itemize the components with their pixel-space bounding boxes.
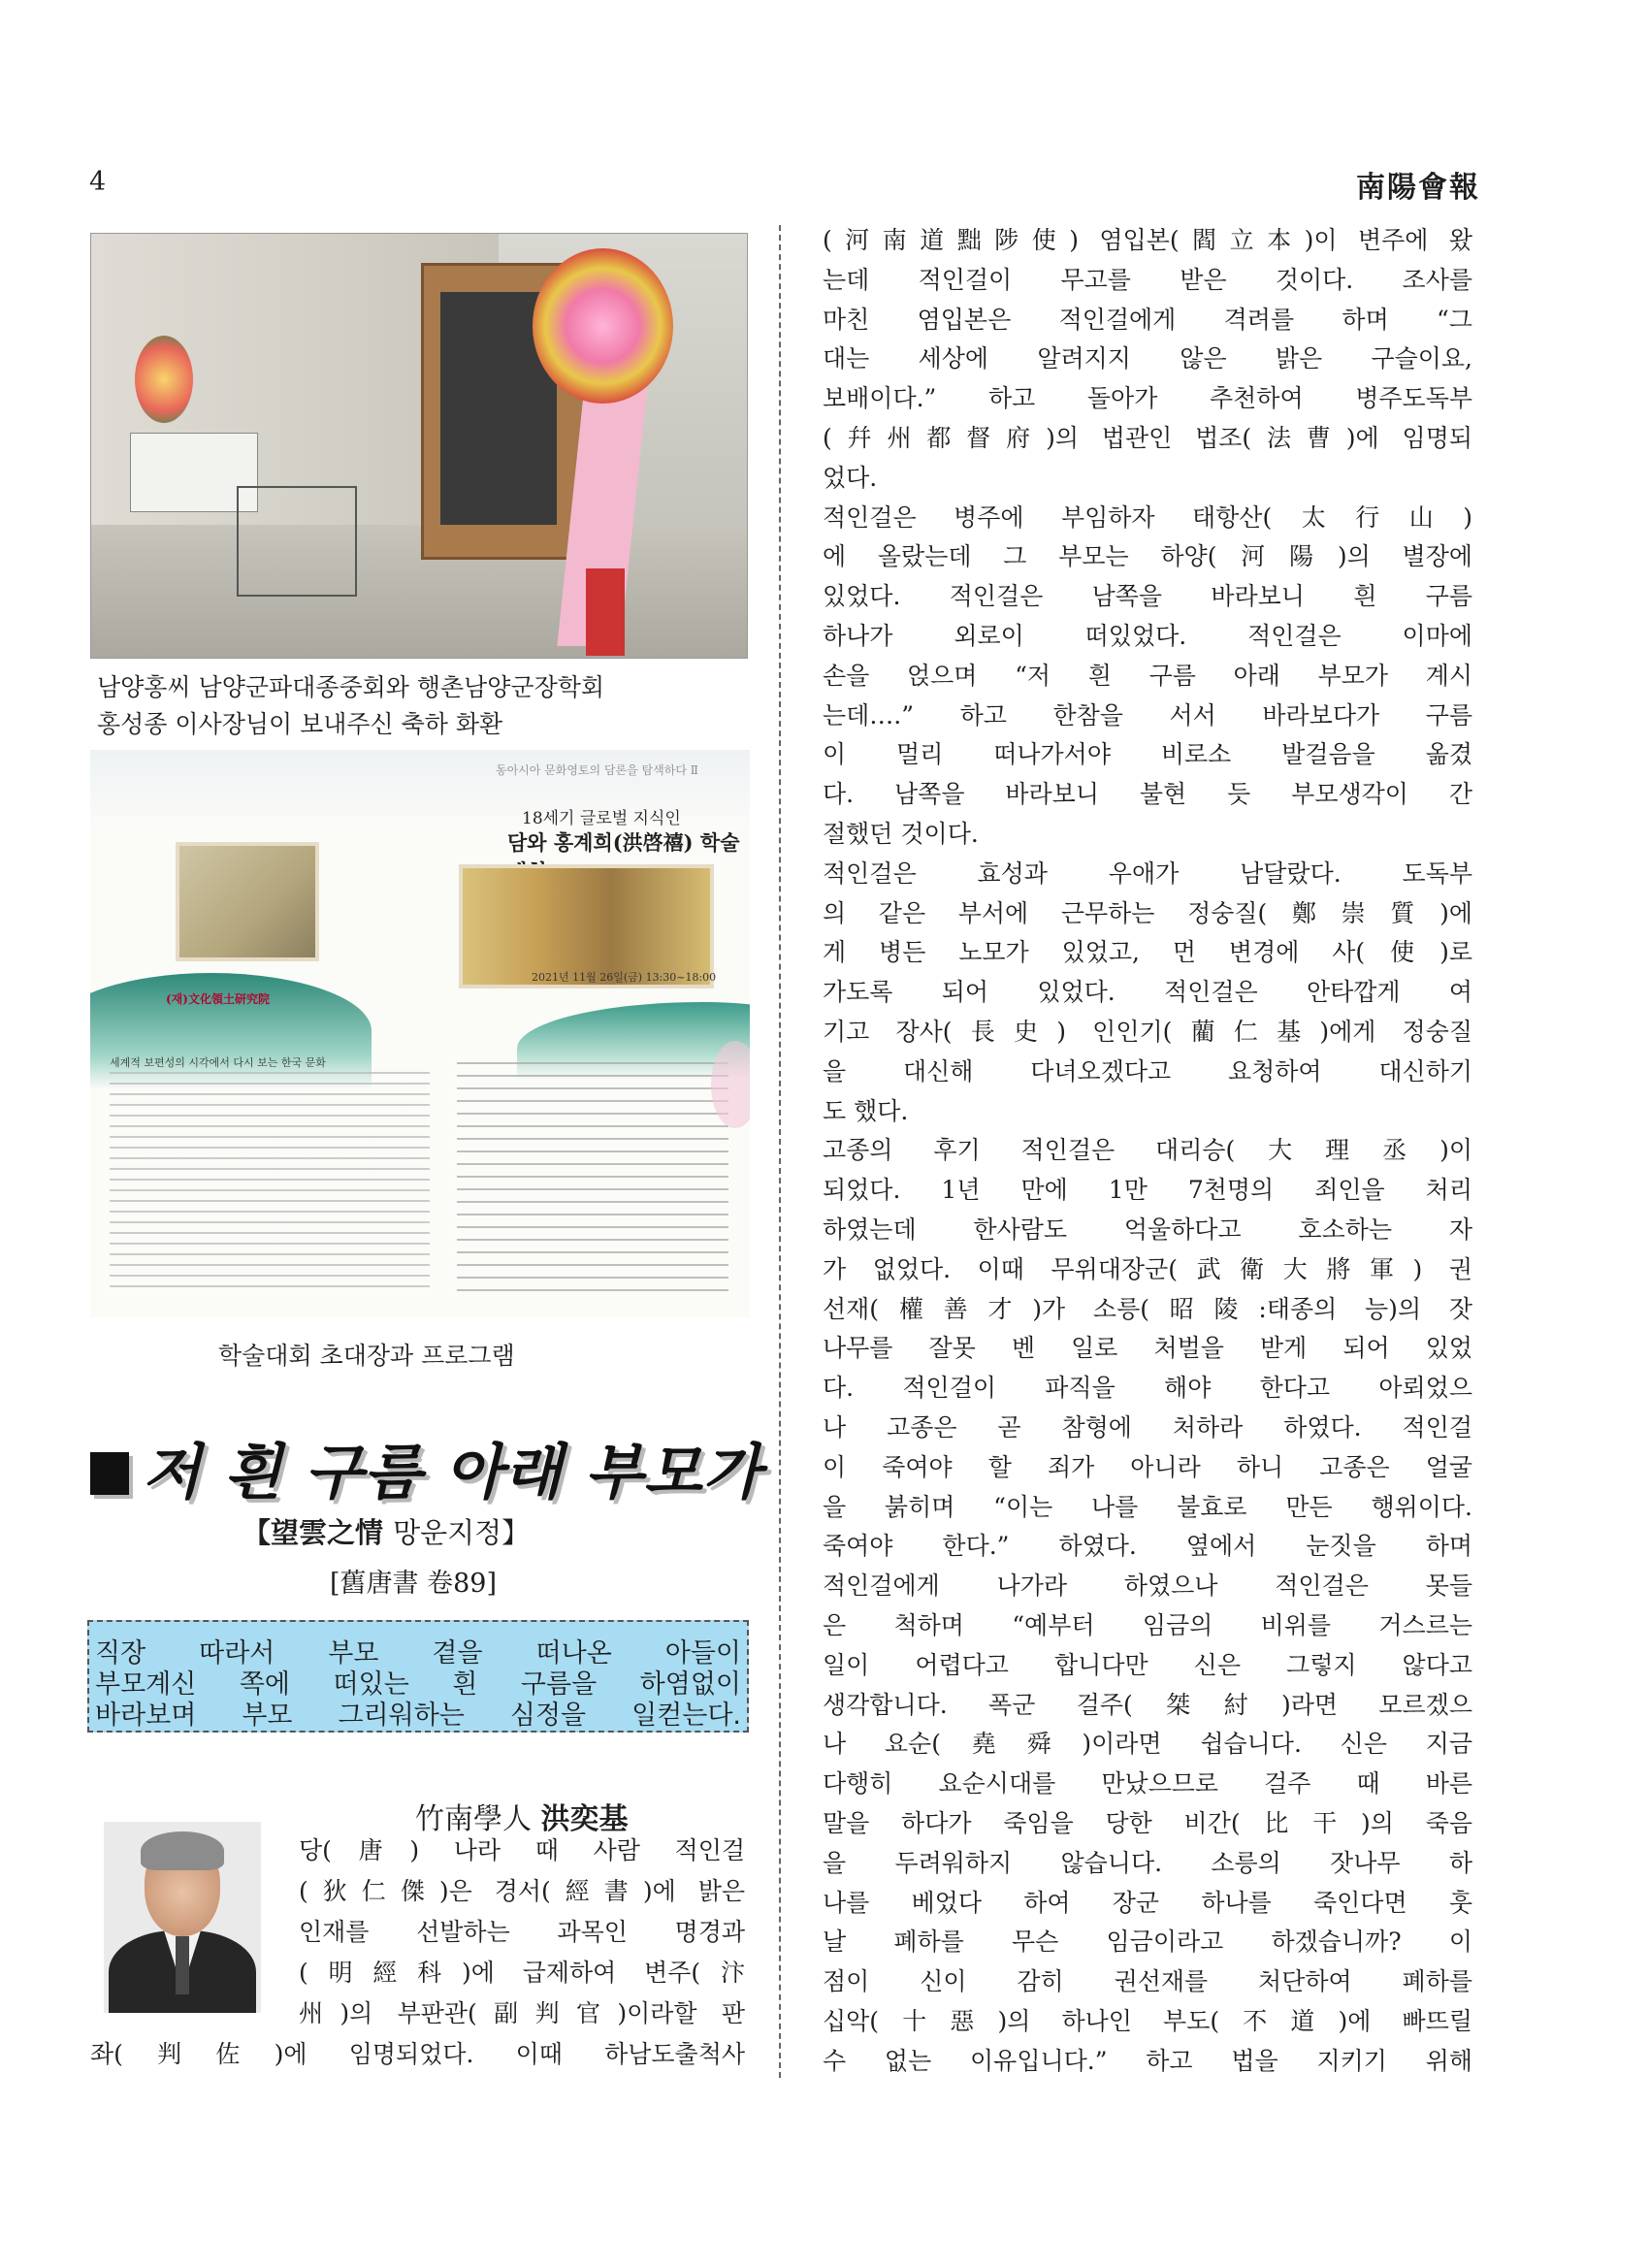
body-line: 이 멀리 떠나가서야 비로소 발걸음을 옮겼 [823, 740, 1472, 769]
page-number: 4 [89, 167, 107, 197]
body-line: 에 올랐는데 그 부모는 하양(河陽)의 별장에 [823, 542, 1472, 571]
body-line: 었다. [823, 463, 878, 492]
body-line: 절했던 것이다. [823, 820, 979, 848]
body-line: 일이 어렵다고 합니다만 신은 그렇지 않다고 [823, 1650, 1472, 1679]
body-line: 적인걸은 효성과 우애가 남달랐다. 도독부 [823, 859, 1472, 888]
body-line: 을 두려워하지 않습니다. 소릉의 잣나무 하 [823, 1848, 1472, 1877]
poster-body-text [110, 1072, 430, 1295]
poster-caption: 학술대회 초대장과 프로그램 [218, 1342, 515, 1370]
article-subtitle [242, 1511, 530, 1551]
author-pen-name: 竹南學人 [415, 1802, 532, 1836]
photo-cart [237, 486, 357, 597]
body-line: 생각합니다. 폭군 걸주(桀紂)라면 모르겠으 [823, 1690, 1472, 1719]
body-line: 은 척하며 “예부터 임금의 비위를 거스르는 [823, 1611, 1472, 1639]
small-wreath [135, 336, 193, 423]
column-divider [779, 225, 781, 2078]
poster-logo: (재)文化領土研究院 [166, 992, 270, 1006]
article-source: [舊唐書 卷89] [330, 1569, 498, 1599]
body-line: 게 병든 노모가 있었고, 먼 변경에 사(使)로 [823, 938, 1472, 967]
body-line: 가 없었다. 이때 무위대장군(武衛大將軍) 권 [823, 1254, 1472, 1283]
wreath-stand [586, 568, 625, 656]
body-line: 을 대신해 다녀오겠다고 요청하여 대신하기 [823, 1056, 1472, 1085]
body-line: 기고 장사(長史) 인인기(藺仁基)에게 정숭질 [823, 1018, 1472, 1046]
poster-tag: 동아시아 문화영토의 담론을 탐색하다 Ⅱ [496, 763, 698, 777]
portrait-tie [176, 1936, 189, 1994]
masthead: 南陽會報 [1356, 171, 1480, 205]
body-line: 선재(權善才)가 소릉(昭陵:태종의 능)의 잣 [823, 1294, 1472, 1323]
body-line: 하나가 외로이 떠있었다. 적인걸은 이마에 [823, 622, 1472, 650]
article-headline [90, 1424, 761, 1510]
poster-title: 담와 홍계희(洪啓禧) 학술 [507, 830, 740, 855]
photo-caption-line: 홍성종 이사장님이 보내주신 축하 화환 [97, 710, 503, 738]
headline-square-icon [90, 1452, 129, 1495]
poster-painting-left [176, 842, 319, 961]
body-line: 적인걸은 병주에 부임하자 태항산(太行山) [823, 502, 1472, 532]
wreath-photo [90, 233, 748, 659]
body-line: 고종의 후기 적인걸은 대리승(大理丞)이 [823, 1136, 1472, 1165]
body-line: (狄仁傑)은 경서(經書)에 밝은 [299, 1877, 745, 1905]
body-line: 당(唐) 나라 때 사람 적인걸 [299, 1836, 745, 1864]
summary-box [87, 1620, 749, 1733]
body-line: 인재를 선발하는 과목인 명경과 [299, 1918, 745, 1946]
body-line: (幷州都督府)의 법관인 법조(法曹)에 임명되 [823, 424, 1472, 452]
body-line: 이 죽여야 할 죄가 아니라 하니 고종은 얼굴 [823, 1452, 1472, 1481]
body-line: 나를 베었다 하여 장군 하나를 죽인다면 훗 [823, 1888, 1472, 1917]
body-line: 수 없는 이유입니다.” 하고 법을 지키기 위해 [823, 2046, 1472, 2075]
body-line: 나 요순(堯舜)이라면 쉽습니다. 신은 지금 [823, 1730, 1472, 1759]
body-line: 좌(判佐)에 임명되었다. 이때 하남도출척사 [90, 2040, 745, 2068]
summary-line: 직장 따라서 부모 곁을 떠나온 아들이 [95, 1638, 741, 1669]
poster-subtitle: 18세기 글로벌 지식인 [522, 809, 681, 828]
body-line: 있었다. 적인걸은 남쪽을 바라보니 흰 구름 [823, 582, 1472, 611]
body-line: 나무를 잘못 벤 일로 처벌을 받게 되어 있었 [823, 1334, 1472, 1363]
subtitle-korean: 망운지정】 [393, 1516, 531, 1549]
body-line: 는데….” 하고 한참을 서서 바라보다가 구름 [823, 700, 1472, 729]
body-line: 의 같은 부서에 근무하는 정숭질(鄭崇質)에 [823, 898, 1472, 927]
wreath-flowers [533, 248, 673, 404]
portrait-hair [141, 1831, 224, 1870]
body-line: 마친 염입본은 적인걸에게 격려를 하며 “그 [823, 305, 1472, 334]
body-line: 을 붉히며 “이는 나를 불효로 만든 행위이다. [823, 1492, 1472, 1521]
body-line: 대는 세상에 알려지지 않은 밝은 구슬이요, [823, 344, 1472, 373]
body-line: 하였는데 한사람도 억울하다고 호소하는 자 [823, 1215, 1472, 1244]
body-line: (明經科)에 급제하여 변주(汴 [299, 1959, 745, 1987]
body-line: 도 했다. [823, 1096, 909, 1125]
poster-box-heading: 세계적 보편성의 시각에서 다시 보는 한국 문화 [110, 1056, 326, 1069]
body-line: 죽여야 한다.” 하였다. 옆에서 눈짓을 하며 [823, 1532, 1472, 1561]
headline-text: 저 흰 구름 아래 부모가 [143, 1437, 762, 1507]
summary-line: 부모계신 쪽에 떠있는 흰 구름을 하염없이 [95, 1669, 741, 1700]
flower-wreath [533, 248, 673, 646]
body-line: 보배이다.” 하고 돌아가 추천하여 병주도독부 [823, 384, 1472, 413]
summary-line: 바라보며 부모 그리워하는 심정을 일컫는다. [95, 1701, 741, 1731]
subtitle-hanja: 【望雲之情 [242, 1516, 384, 1549]
body-line: 적인걸에게 나가라 하였으나 적인걸은 못들 [823, 1571, 1472, 1601]
conference-poster [90, 750, 750, 1317]
body-line: 십악(十惡)의 하나인 부도(不道)에 빠뜨릴 [823, 2007, 1472, 2035]
photo-caption-line: 남양홍씨 남양군파대종중회와 행촌남양군장학회 [97, 673, 605, 701]
photo-caption [97, 669, 757, 743]
body-line: 점이 신이 감히 권선재를 처단하여 폐하를 [823, 1967, 1472, 1996]
body-line: 되었다. 1년 만에 1만 7천명의 죄인을 처리 [823, 1176, 1472, 1205]
body-line: 州)의 부판관(副判官)이라할 판 [299, 1999, 745, 2027]
author-name: 洪奕基 [540, 1802, 629, 1836]
poster-date: 2021년 11월 26일(금) 13:30~18:00 [532, 971, 717, 984]
body-line: 나 고종은 곧 참형에 처하라 하였다. 적인걸 [823, 1413, 1472, 1442]
body-line: 는데 적인걸이 무고를 받은 것이다. 조사를 [823, 265, 1472, 294]
body-line: 다행히 요순시대를 만났으므로 걸주 때 바른 [823, 1769, 1472, 1798]
poster-program-text [457, 1062, 728, 1295]
body-line: 손을 얹으며 “저 흰 구름 아래 부모가 계시 [823, 661, 1472, 690]
body-line: 날 폐하를 무슨 임금이라고 하겠습니까? 이 [823, 1928, 1472, 1957]
body-line: 가도록 되어 있었다. 적인걸은 안타깝게 여 [823, 978, 1472, 1007]
body-line: (河南道黜陟使) 염입본(閻立本)이 변주에 왔 [823, 226, 1472, 254]
author-portrait [104, 1822, 261, 2013]
body-line: 다. 적인걸이 파직을 해야 한다고 아뢰었으 [823, 1374, 1472, 1403]
body-line: 다. 남쪽을 바라보니 불현 듯 부모생각이 간 [823, 780, 1472, 809]
body-line: 말을 하다가 죽임을 당한 비간(比干)의 죽음 [823, 1809, 1472, 1837]
